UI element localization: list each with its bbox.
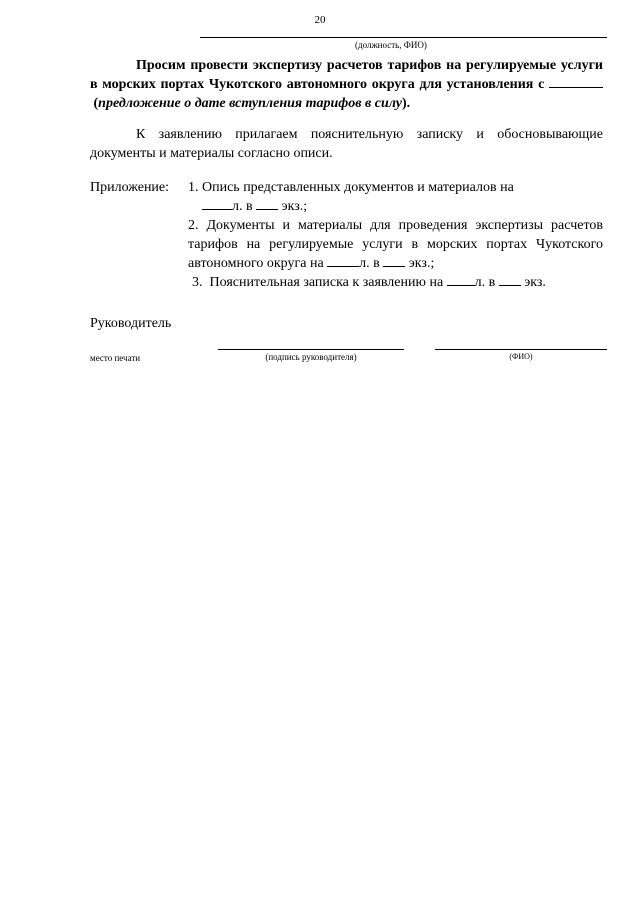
appendix-item-sheets: л. в — [474, 275, 496, 290]
stamp-label: место печати — [90, 353, 141, 363]
head-label: Руководитель — [90, 316, 172, 331]
fio-caption: (ФИО) — [509, 352, 533, 361]
sheets-blank — [327, 254, 359, 267]
position-name-caption: (должность, ФИО) — [355, 40, 427, 50]
appendix-list — [188, 178, 603, 292]
date-blank — [549, 75, 603, 88]
appendix-item-copies: экз.; — [281, 199, 308, 214]
fio-line — [435, 349, 607, 350]
appendix-item-text: Пояснительная записка к заявлению на — [209, 275, 444, 290]
appendix-item-copies: экз.; — [408, 256, 435, 271]
request-hint: предложение о дате вступления тарифов в силу — [98, 96, 403, 111]
copies-blank — [256, 197, 278, 210]
appendix-item-sheets: л. в — [359, 256, 380, 271]
request-paren-open: ( — [93, 96, 99, 111]
position-name-line — [200, 37, 607, 38]
appendix-item-number: 3. — [192, 275, 203, 290]
appendix-item-text: Документы и материалы для проведения экспертизы расчетов тарифов на регулируемые услуги в морских портах Чукотского автономного округа на — [188, 218, 603, 271]
appendix-item-text: Опись представленных документов и материалов на — [202, 180, 514, 195]
appendix-item-number: 1. — [188, 180, 199, 195]
appendix-item-copies: экз. — [524, 275, 546, 290]
page-number: 20 — [314, 14, 326, 26]
appendix-item-number: 2. — [188, 218, 199, 233]
request-text: Просим провести экспертизу расчетов тарифов на регулируемые услуги в морских портах Чукотского автономного округа для установления с — [90, 58, 603, 92]
signature-line — [218, 349, 404, 350]
appendix-item — [188, 273, 603, 292]
request-paren-close: ). — [402, 96, 411, 111]
signature-caption: (подпись руководителя) — [265, 352, 357, 362]
attachment-paragraph: К заявлению прилагаем пояснительную записку и обосновывающие документы и материалы согласно описи. — [90, 127, 603, 161]
request-paragraph — [90, 56, 603, 113]
appendix-item-sheets: л. в — [232, 199, 253, 214]
copies-blank — [383, 254, 405, 267]
appendix-item — [188, 178, 603, 216]
appendix-label: Приложение: — [90, 180, 170, 195]
sheets-blank — [447, 273, 475, 286]
sheets-blank — [202, 197, 232, 210]
copies-blank — [499, 273, 521, 286]
appendix-item — [188, 216, 603, 273]
